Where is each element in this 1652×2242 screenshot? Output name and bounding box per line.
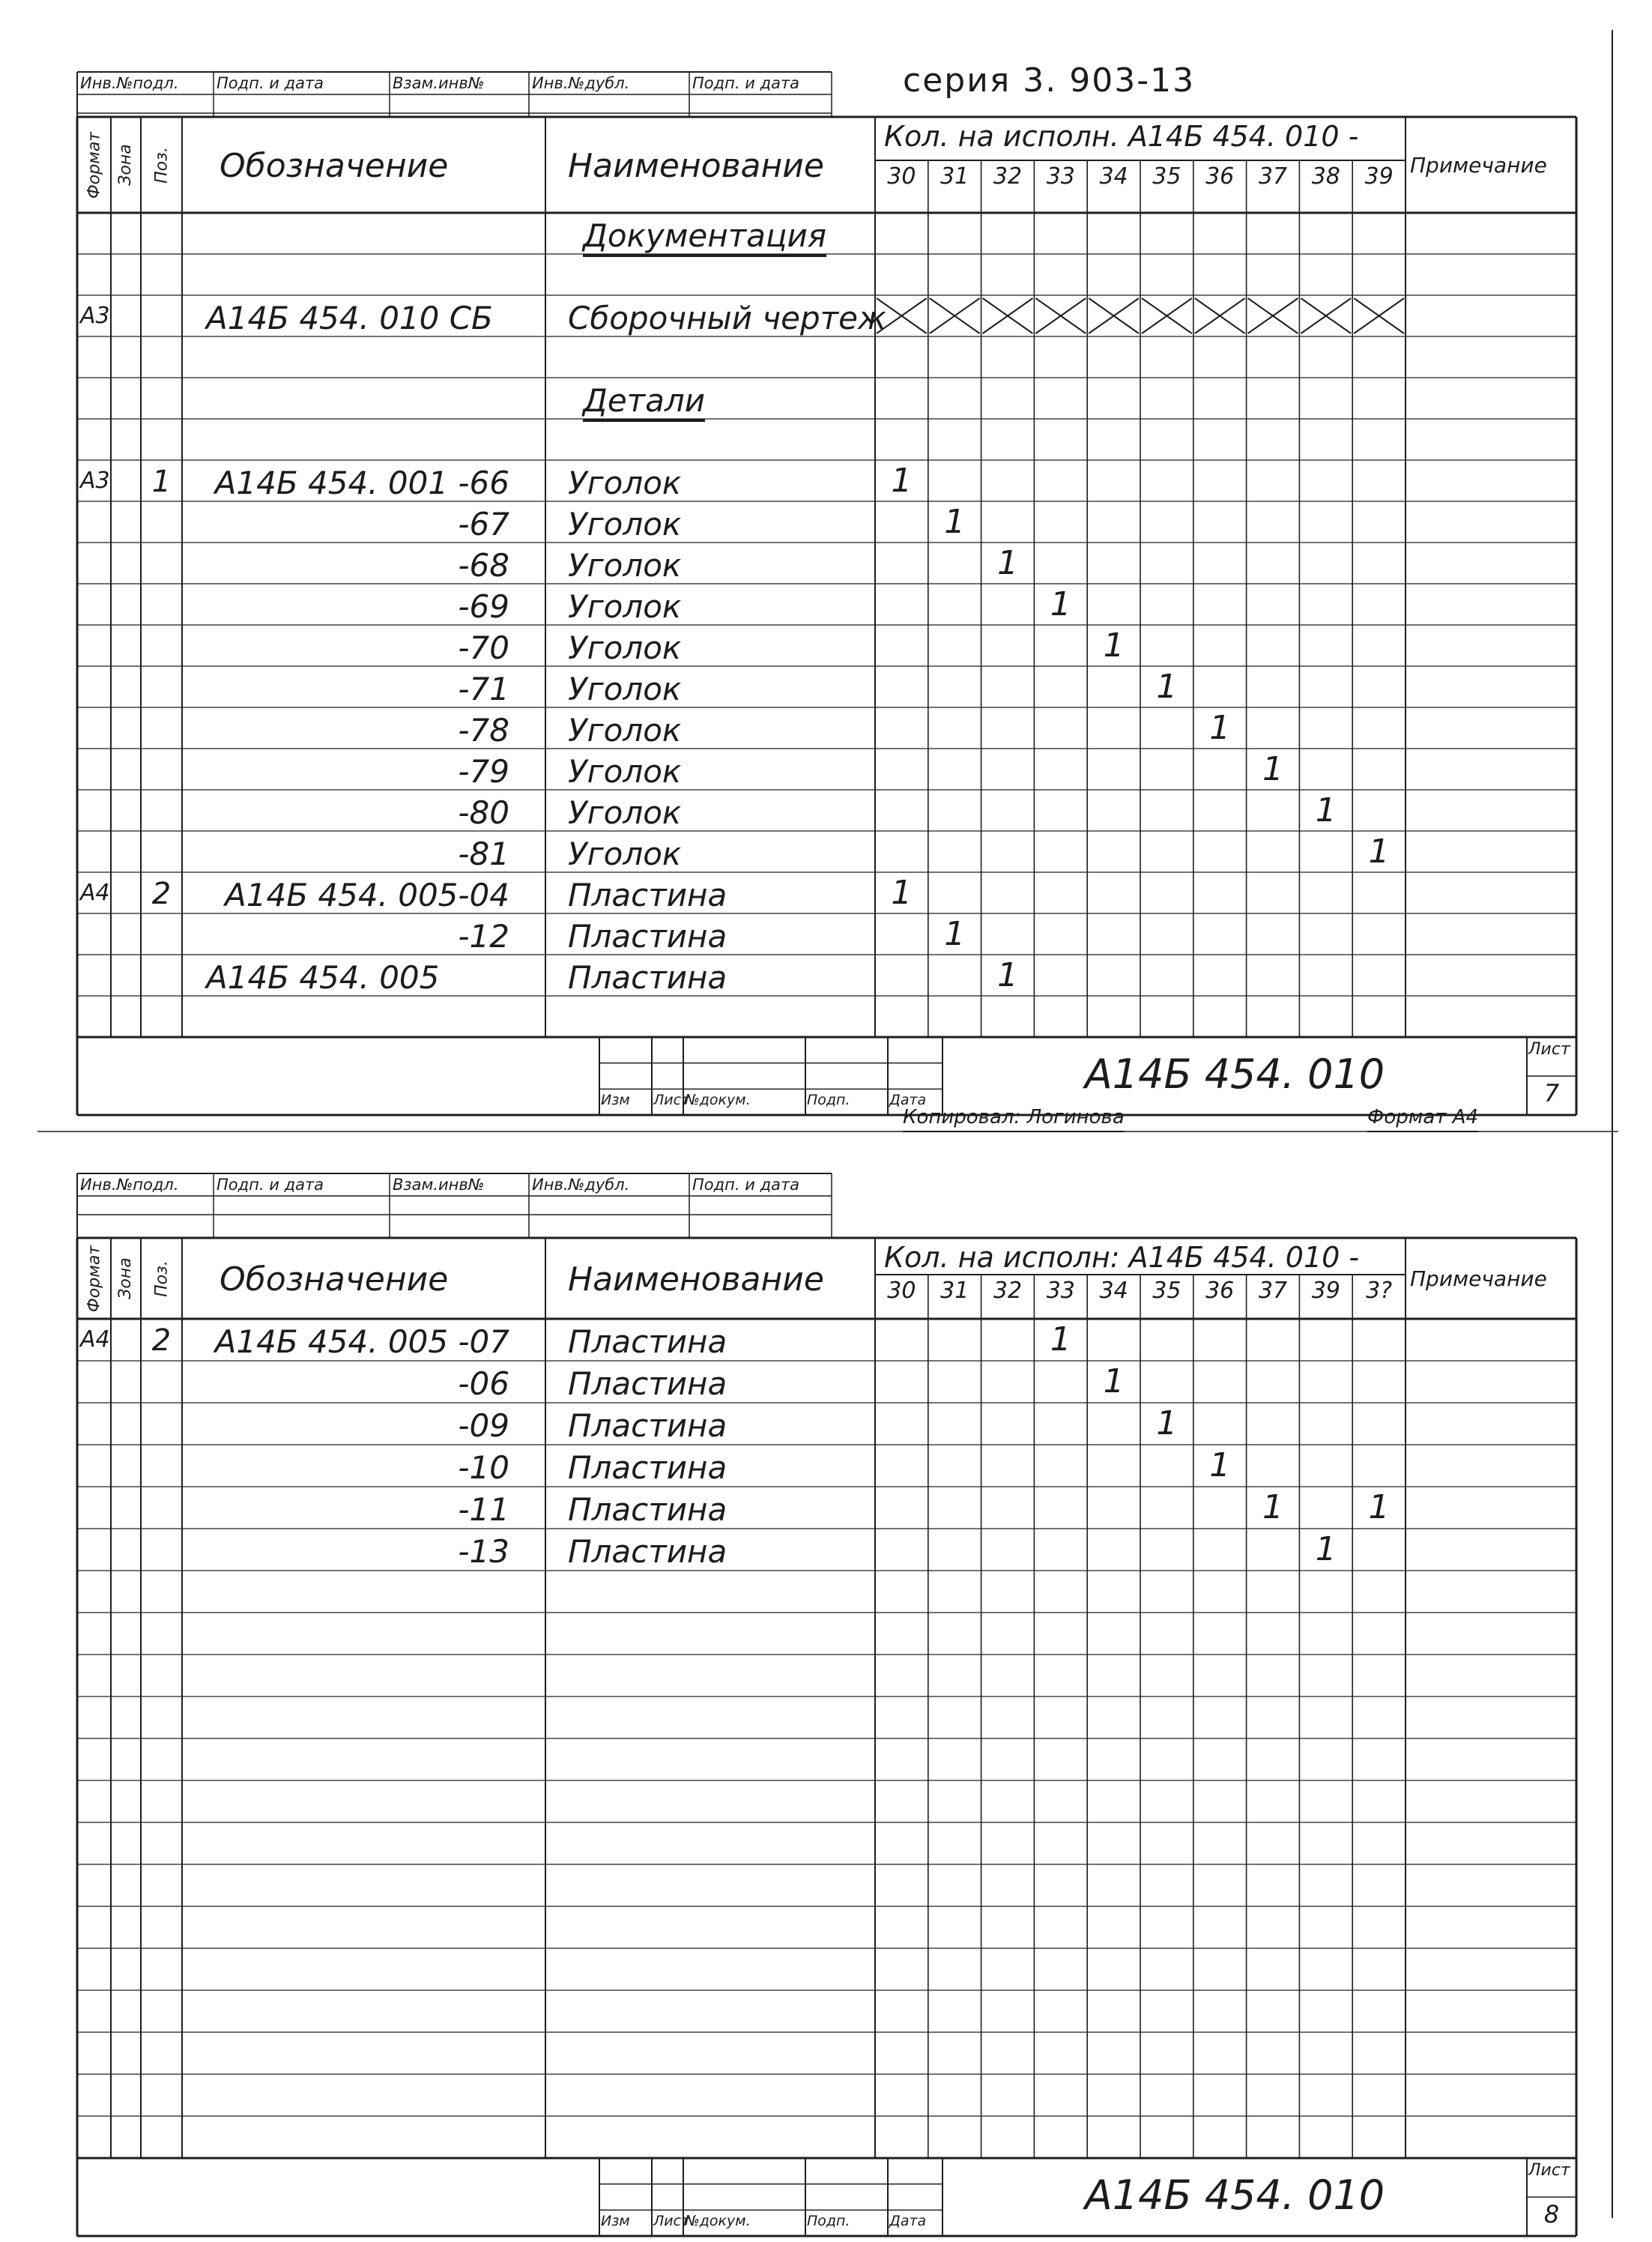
qty-value: 1 — [1209, 708, 1231, 747]
stamp-field-label: Инв.№дубл. — [532, 74, 630, 92]
row-name: Пластина — [568, 1365, 727, 1402]
exec-col-33: 33 — [1046, 163, 1075, 190]
qty-value: 1 — [1368, 1488, 1390, 1526]
title-block-label: Лист — [653, 2213, 690, 2230]
row-designation: А14Б 454. 005 -07 — [214, 1323, 509, 1360]
row-name: Уголок — [568, 629, 682, 666]
copy-note: Копировал: Логинова — [903, 1106, 1125, 1128]
row-position: 2 — [151, 1323, 172, 1358]
row-name: Уголок — [568, 670, 682, 707]
stamp-field-label: Взам.инв№ — [393, 1176, 485, 1194]
header-zone: Зона — [116, 1257, 135, 1299]
qty-value: 1 — [891, 461, 913, 500]
row-designation: -68 — [458, 546, 509, 584]
header-qty-execution: Кол. на исполн: А14Б 454. 010 - — [884, 1241, 1360, 1274]
row-name: Уголок — [568, 711, 682, 749]
qty-value: 1 — [1262, 749, 1283, 788]
header-note: Примечание — [1410, 153, 1547, 178]
qty-value: 1 — [1050, 1320, 1071, 1359]
qty-value: 1 — [1209, 1446, 1231, 1484]
row-name: Пластина — [568, 1491, 727, 1528]
stamp-field-label: Инв.№подл. — [80, 74, 179, 92]
exec-col-36: 36 — [1205, 1278, 1235, 1304]
row-designation: -78 — [458, 711, 509, 749]
title-block-label: Изм — [601, 1092, 630, 1109]
row-format: А3 — [80, 467, 110, 494]
format-note: Формат А4 — [1367, 1106, 1479, 1128]
qty-value: 1 — [1315, 791, 1337, 830]
exec-col-36: 36 — [1205, 163, 1235, 190]
sheet-label: Лист — [1528, 2161, 1570, 2180]
stamp-field-label: Подп. и дата — [692, 74, 800, 92]
exec-col-35: 35 — [1152, 163, 1181, 190]
header-pos: Поз. — [152, 146, 171, 184]
qty-value: 1 — [1368, 832, 1390, 871]
row-designation: -10 — [458, 1449, 509, 1486]
row-designation: А14Б 454. 005-04 — [225, 876, 509, 913]
qty-value: 1 — [996, 955, 1018, 994]
row-name: Уголок — [568, 835, 682, 872]
row-name: Пластина — [568, 876, 727, 913]
row-name: Уголок — [568, 752, 682, 790]
sheet-number: 7 — [1543, 1079, 1560, 1108]
exec-col-39: 39 — [1311, 1278, 1340, 1304]
title-block-label: Подп. — [807, 1092, 850, 1109]
row-position: 1 — [151, 464, 172, 499]
qty-value: 1 — [1050, 584, 1071, 623]
row-name: Пластина — [568, 1449, 727, 1486]
title-block-label: №докум. — [685, 1092, 751, 1109]
header-designation: Обозначение — [220, 1260, 449, 1299]
qty-value: 1 — [1103, 1362, 1125, 1401]
row-designation: -71 — [458, 670, 509, 707]
header-zone: Зона — [116, 144, 135, 186]
qty-value: 1 — [996, 543, 1018, 582]
qty-value: 1 — [1156, 1404, 1178, 1442]
header-name: Наименование — [568, 1260, 824, 1299]
exec-col-34: 34 — [1099, 1278, 1128, 1304]
sheet-label: Лист — [1528, 1040, 1570, 1059]
row-name: Уголок — [568, 464, 682, 501]
row-designation: А14Б 454. 005 — [206, 958, 440, 996]
series-label: серия 3. 903-13 — [903, 61, 1196, 100]
row-name: Пластина — [568, 1533, 727, 1570]
exec-col-32: 32 — [993, 1278, 1023, 1304]
row-designation: А14Б 454. 001 -66 — [214, 464, 509, 501]
qty-value: 1 — [1315, 1530, 1337, 1568]
exec-col-31: 31 — [940, 1278, 969, 1304]
row-name: Пластина — [568, 1323, 727, 1360]
exec-col-31: 31 — [940, 163, 969, 190]
document-code: А14Б 454. 010 — [1084, 2172, 1385, 2219]
row-designation: -81 — [458, 835, 509, 872]
title-block-label: Изм — [601, 2213, 630, 2230]
row-designation: -70 — [458, 629, 509, 666]
row-designation: -80 — [458, 794, 509, 831]
stamp-field-label: Взам.инв№ — [393, 74, 485, 92]
header-pos: Поз. — [152, 1260, 171, 1297]
document-code: А14Б 454. 010 — [1084, 1051, 1385, 1098]
row-name: Уголок — [568, 587, 682, 625]
exec-col-35: 35 — [1152, 1278, 1181, 1304]
exec-col-38: 38 — [1311, 163, 1340, 190]
row-position: 2 — [151, 876, 172, 911]
exec-col-39: 39 — [1364, 163, 1394, 190]
row-designation: -09 — [458, 1407, 509, 1444]
title-block-label: №докум. — [685, 2213, 751, 2230]
stamp-field-label: Инв.№подл. — [80, 1176, 179, 1194]
row-name: Уголок — [568, 794, 682, 831]
row-name: Пластина — [568, 917, 727, 955]
header-designation: Обозначение — [220, 147, 449, 185]
title-block-label: Подп. — [807, 2213, 850, 2230]
row-name: Пластина — [568, 1407, 727, 1444]
qty-value: 1 — [1103, 626, 1125, 665]
stamp-field-label: Инв.№дубл. — [532, 1176, 630, 1194]
exec-col-37: 37 — [1258, 163, 1288, 190]
exec-col-37: 37 — [1258, 1278, 1288, 1304]
exec-col-3?: 3? — [1366, 1278, 1393, 1304]
row-designation: -69 — [458, 587, 509, 625]
exec-col-30: 30 — [887, 163, 916, 190]
row-designation: -12 — [458, 917, 509, 955]
section-heading: Документация — [583, 217, 827, 254]
sheet-number: 8 — [1543, 2200, 1560, 2229]
exec-col-30: 30 — [887, 1278, 916, 1304]
row-name: Уголок — [568, 505, 682, 543]
title-block-label: Дата — [889, 1092, 927, 1109]
header-qty-execution: Кол. на исполн. А14Б 454. 010 - — [884, 120, 1359, 153]
row-designation: -06 — [458, 1365, 509, 1402]
qty-value: 1 — [1262, 1488, 1283, 1526]
exec-col-34: 34 — [1099, 163, 1128, 190]
row-designation: -11 — [458, 1491, 509, 1528]
stamp-field-label: Подп. и дата — [217, 74, 324, 92]
header-format: Формат — [85, 131, 103, 199]
row-format: А4 — [80, 1326, 110, 1353]
qty-value: 1 — [944, 914, 966, 953]
stamp-field-label: Подп. и дата — [217, 1176, 324, 1194]
qty-value: 1 — [1156, 667, 1178, 706]
title-block-label: Дата — [889, 2213, 927, 2230]
row-name: Пластина — [568, 958, 727, 996]
stamp-field-label: Подп. и дата — [692, 1176, 800, 1194]
row-designation: -67 — [458, 505, 509, 543]
exec-col-32: 32 — [993, 163, 1023, 190]
row-format: А4 — [80, 879, 110, 906]
qty-value: 1 — [891, 873, 913, 912]
row-designation: А14Б 454. 010 СБ — [206, 299, 493, 336]
exec-col-33: 33 — [1046, 1278, 1075, 1304]
row-designation: -79 — [458, 752, 509, 790]
row-designation: -13 — [458, 1533, 509, 1570]
qty-value: 1 — [944, 502, 966, 541]
header-note: Примечание — [1410, 1266, 1547, 1291]
section-heading: Детали — [583, 381, 705, 419]
title-block-label: Лист — [653, 1092, 690, 1109]
row-name: Сборочный чертеж — [568, 299, 886, 336]
row-format: А3 — [80, 302, 110, 329]
header-name: Наименование — [568, 147, 824, 185]
row-name: Уголок — [568, 546, 682, 584]
header-format: Формат — [85, 1245, 103, 1312]
